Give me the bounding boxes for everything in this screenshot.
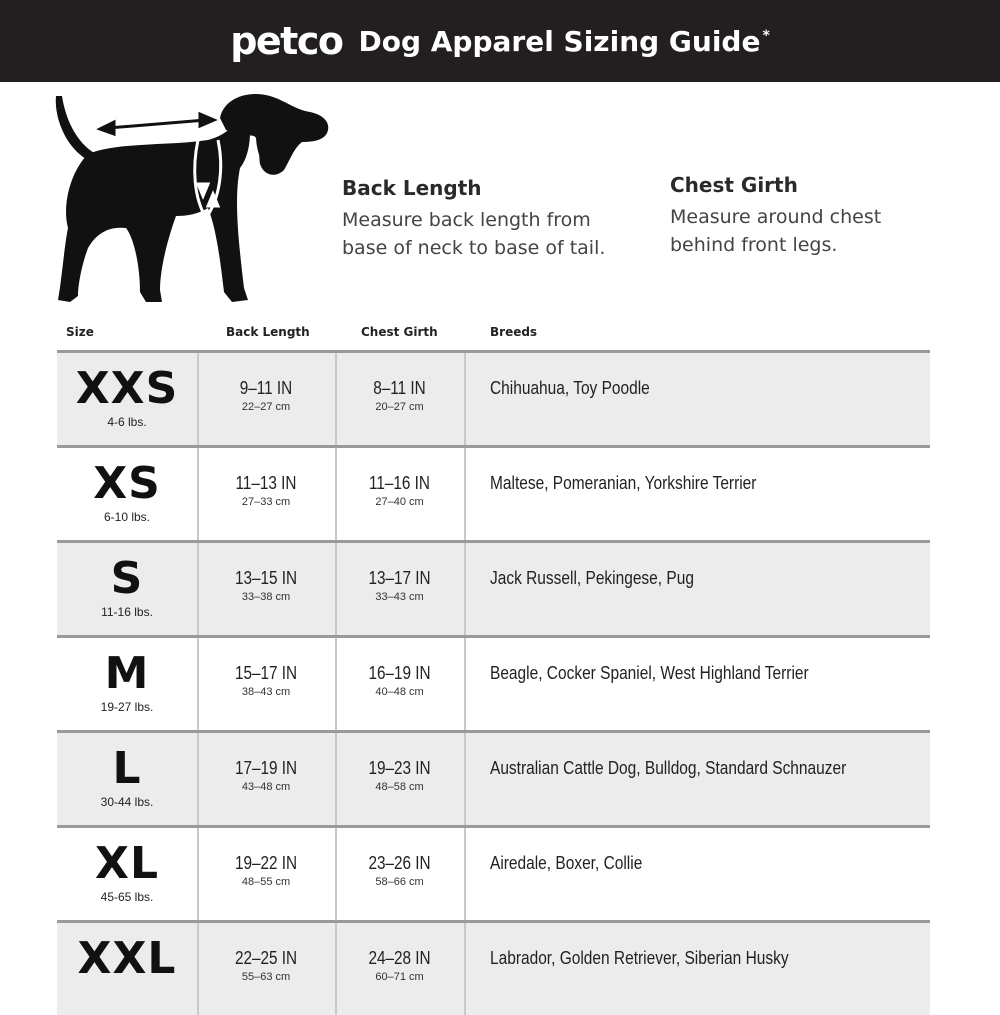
column-header-back-length: Back Length: [226, 325, 310, 339]
breeds-cell: Jack Russell, Pekingese, Pug: [490, 568, 694, 588]
chest-girth-cell: 23–26 IN 58–66 cm: [368, 853, 431, 888]
chest-girth-description: [670, 173, 970, 259]
chest-girth-heading: Chest Girth: [670, 173, 798, 197]
back-length-cell: 11–13 IN 27–33 cm: [235, 473, 297, 508]
chest-girth-cell: 8–11 IN 20–27 cm: [373, 378, 426, 413]
sizing-table: [57, 350, 930, 1015]
back-length-arrow-icon: [100, 114, 214, 134]
back-length-heading: Back Length: [342, 176, 482, 200]
size-cell: XS 6-10 lbs.: [93, 458, 161, 524]
table-row: [57, 920, 930, 1015]
back-length-cell: 17–19 IN 43–48 cm: [234, 758, 298, 793]
chest-girth-cell: 13–17 IN 33–43 cm: [368, 568, 431, 603]
back-length-description: [342, 176, 662, 262]
table-row: [57, 730, 930, 825]
back-length-cell: 15–17 IN 38–43 cm: [234, 663, 298, 698]
header-banner: [0, 0, 1000, 82]
chest-girth-cell: 11–16 IN 27–40 cm: [369, 473, 430, 508]
brand-logo: petco: [230, 19, 343, 63]
size-cell: S 11-16 lbs.: [101, 553, 153, 619]
back-length-cell: 22–25 IN 55–63 cm: [234, 948, 298, 983]
table-row: [57, 445, 930, 540]
chest-girth-cell: 16–19 IN 40–48 cm: [368, 663, 431, 698]
size-cell: XL 45-65 lbs.: [95, 838, 159, 904]
table-row: [57, 825, 930, 920]
breeds-cell: Beagle, Cocker Spaniel, West Highland Terrier: [490, 663, 809, 683]
back-length-cell: 13–15 IN 33–38 cm: [234, 568, 298, 603]
chest-girth-text: Measure around chest behind front legs.: [670, 206, 882, 256]
column-header-breeds: Breeds: [490, 325, 538, 339]
back-length-cell: 9–11 IN 22–27 cm: [239, 378, 293, 413]
breeds-cell: Maltese, Pomeranian, Yorkshire Terrier: [490, 473, 757, 493]
dog-silhouette-icon: [48, 88, 348, 310]
breeds-cell: Australian Cattle Dog, Bulldog, Standard Schnauzer: [490, 758, 847, 778]
size-cell: M 19-27 lbs.: [100, 648, 154, 714]
size-cell: XXS 4-6 lbs.: [75, 363, 179, 429]
size-cell: L 30-44 lbs.: [100, 743, 154, 809]
chest-girth-cell: 19–23 IN 48–58 cm: [368, 758, 431, 793]
breeds-cell: Chihuahua, Toy Poodle: [490, 378, 650, 398]
back-length-cell: 19–22 IN 48–55 cm: [234, 853, 298, 888]
table-row: [57, 350, 930, 445]
table-row: [57, 635, 930, 730]
column-header-size: Size: [66, 325, 94, 339]
back-length-text: Measure back length from base of neck to base of tail.: [342, 209, 606, 259]
size-cell: XXL: [77, 933, 177, 984]
table-row: [57, 540, 930, 635]
breeds-cell: Labrador, Golden Retriever, Siberian Husky: [490, 948, 789, 968]
page-title: Dog Apparel Sizing Guide *: [358, 24, 770, 58]
chest-girth-cell: 24–28 IN 60–71 cm: [368, 948, 431, 983]
breeds-cell: Airedale, Boxer, Collie: [490, 853, 643, 873]
column-header-chest-girth: Chest Girth: [361, 325, 438, 339]
